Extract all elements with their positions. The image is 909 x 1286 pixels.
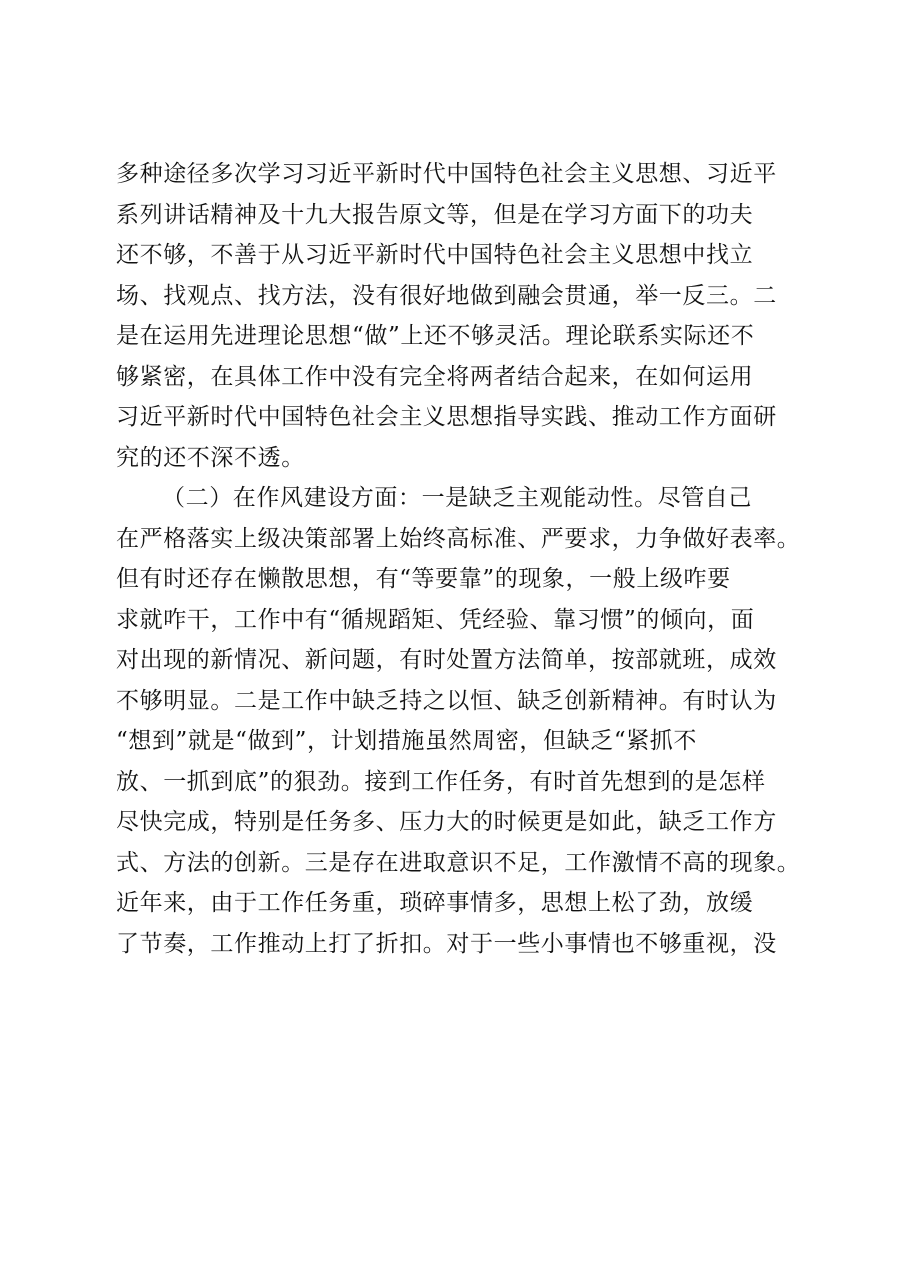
text-line: “想到”就是“做到”，计划措施虽然周密，但缺乏“紧抓不	[116, 728, 697, 754]
text-line: 尽快完成，特别是任务多、压力大的时候更是如此，缺乏工作方	[116, 809, 777, 835]
text-line: 近年来，由于工作任务重，琐碎事情多，思想上松了劲，放缓	[116, 890, 754, 916]
text-line: 对出现的新情况、新问题，有时处置方法简单，按部就班，成效	[116, 647, 777, 673]
text-line: 式、方法的创新。三是存在进取意识不足，工作激情不高的现象。	[116, 849, 801, 876]
text-line: 习近平新时代中国特色社会主义思想指导实践、推动工作方面研	[116, 404, 777, 430]
text-line: 够紧密，在具体工作中没有完全将两者结合起来，在如何运用	[116, 363, 754, 390]
text-line: 了节奏，工作推动上打了折扣。对于一些小事情也不够重视，没	[116, 930, 777, 957]
text-line: 究的还不深不透。	[116, 444, 305, 471]
text-line: 求就咋干，工作中有“循规蹈矩、凭经验、靠习惯”的倾向，面	[116, 606, 755, 633]
text-line: 但有时还存在懒散思想，有“等要靠”的现象，一般上级咋要	[116, 566, 731, 592]
text-line: 是在运用先进理论思想“做”上还不够灵活。理论联系实际还不	[116, 323, 755, 349]
text-line: 在严格落实上级决策部署上始终高标准、严要求，力争做好表率。	[116, 525, 801, 552]
text-line: 放、一抓到底”的狠劲。接到工作任务，有时首先想到的是怎样	[116, 768, 766, 795]
text-line: 还不够，不善于从习近平新时代中国特色社会主义思想中找立	[116, 242, 754, 268]
body-text	[116, 154, 806, 964]
text-line: 不够明显。二是工作中缺乏持之以恒、缺乏创新精神。有时认为	[116, 687, 777, 714]
text-line: 系列讲话精神及十九大报告原文等，但是在学习方面下的功夫	[116, 201, 754, 228]
text-line: 多种途径多次学习习近平新时代中国特色社会主义思想、习近平	[116, 161, 777, 187]
text-line: 场、找观点、找方法，没有很好地做到融会贯通，举一反三。二	[116, 282, 777, 309]
section-heading-line: （二）在作风建设方面：一是缺乏主观能动性。尽管自己	[162, 485, 752, 511]
